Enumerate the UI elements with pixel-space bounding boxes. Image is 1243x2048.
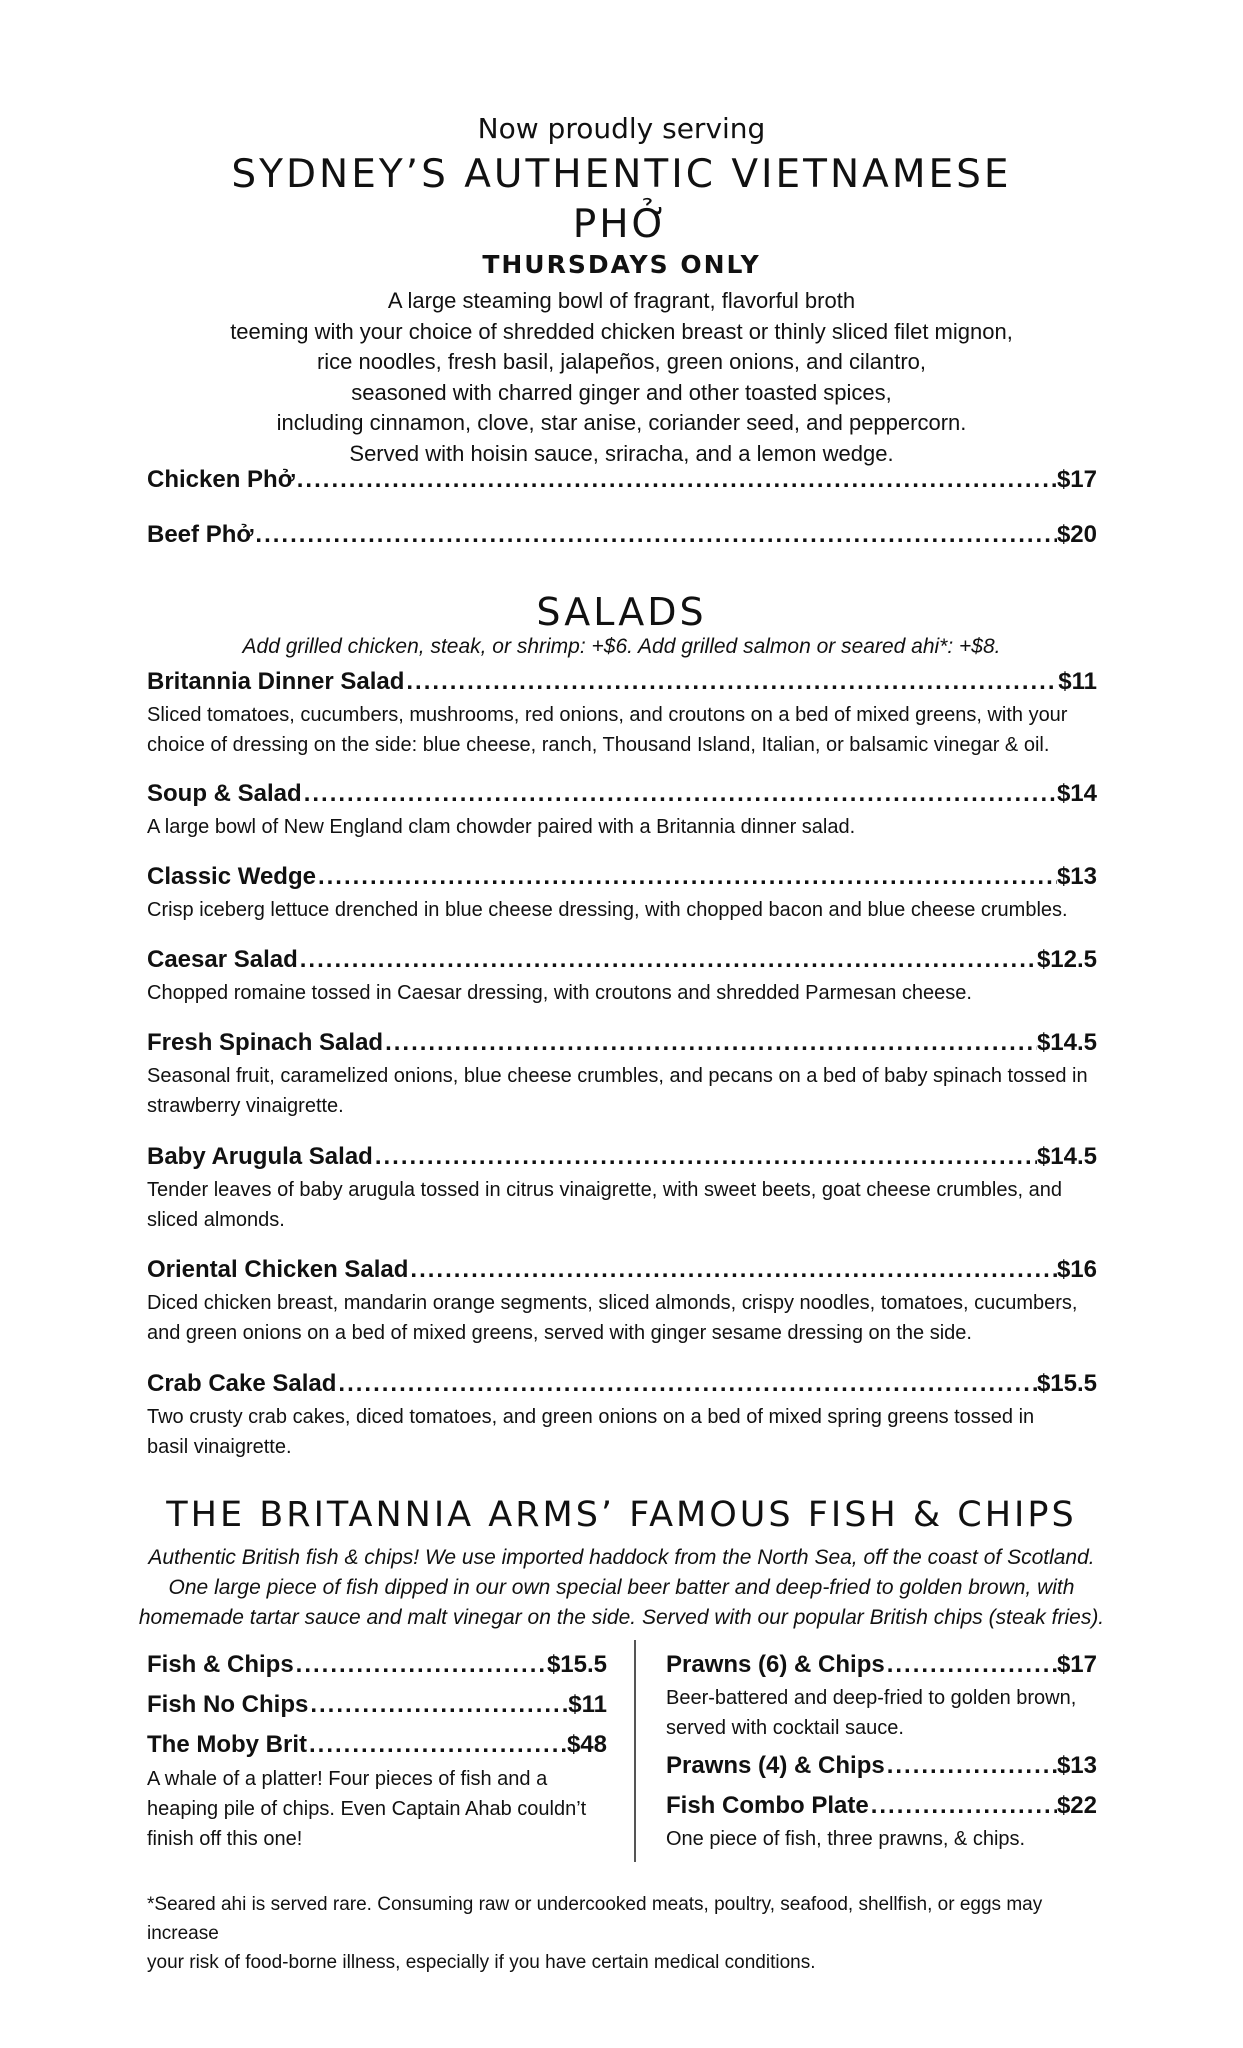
item-name: Chicken Phở — [147, 466, 295, 493]
footer-disclaimer — [147, 1890, 1107, 1977]
leader-dots — [298, 946, 1037, 974]
menu-item — [147, 466, 1097, 494]
leader-dots — [885, 1752, 1057, 1780]
desc-line: Tender leaves of baby arugula tossed in citrus vinaigrette, with sweet beets, goat cheese crumbles, and — [147, 1179, 1062, 1201]
desc-line: and green onions on a bed of mixed greens, served with ginger sesame dressing on the side. — [147, 1322, 972, 1344]
pho-desc-line: Served with hoisin sauce, sriracha, and a lemon wedge. — [349, 440, 894, 466]
pho-desc-line: including cinnamon, clove, star anise, coriander seed, and peppercorn. — [276, 410, 967, 435]
menu-item — [147, 1370, 1097, 1398]
item-price: $13 — [1056, 863, 1097, 890]
fish-note — [0, 1543, 1243, 1633]
leader-dots — [869, 1792, 1057, 1820]
fish-heading: THE BRITANNIA ARMS’ FAMOUS FISH & CHIPS — [166, 1495, 1077, 1535]
desc-line: Beer-battered and deep-fried to golden brown, — [666, 1687, 1077, 1709]
pho-title-line-2: PHỞ — [572, 202, 671, 247]
item-name: Oriental Chicken Salad — [147, 1256, 409, 1283]
item-name: Prawns (6) & Chips — [666, 1651, 885, 1678]
desc-line: heaping pile of chips. Even Captain Ahab couldn’t — [147, 1798, 587, 1820]
pho-desc-line: A large steaming bowl of fragrant, flavorful broth — [387, 288, 856, 313]
item-description — [147, 1764, 617, 1854]
item-price: $14 — [1056, 780, 1097, 807]
menu-item — [666, 1651, 1097, 1679]
leader-dots — [294, 1651, 547, 1679]
item-name: Fish No Chips — [147, 1691, 309, 1718]
column-divider — [634, 1640, 636, 1862]
leader-dots — [336, 1370, 1037, 1398]
menu-item — [147, 946, 1097, 974]
item-description — [666, 1824, 1106, 1854]
item-description — [147, 812, 1107, 842]
item-name: Britannia Dinner Salad — [147, 668, 405, 695]
desc-line: A large bowl of New England clam chowder paired with a Britannia dinner salad. — [147, 816, 856, 838]
item-name: Fish Combo Plate — [666, 1792, 869, 1819]
leader-dots — [295, 466, 1057, 494]
item-name: Classic Wedge — [147, 863, 316, 890]
menu-item — [147, 1143, 1097, 1171]
item-price: $13 — [1056, 1752, 1097, 1779]
leader-dots — [383, 1029, 1037, 1057]
item-price: $14.5 — [1036, 1143, 1097, 1170]
desc-line: choice of dressing on the side: blue cheese, ranch, Thousand Island, Italian, or balsamic vinegar & oil. — [147, 734, 1050, 756]
item-name: Caesar Salad — [147, 946, 298, 973]
item-description — [147, 1288, 1107, 1348]
item-price: $11 — [1058, 668, 1097, 695]
desc-line: Diced chicken breast, mandarin orange segments, sliced almonds, crispy noodles, tomatoes, cucumbers, — [147, 1292, 1078, 1314]
desc-line: Chopped romaine tossed in Caesar dressing, with croutons and shredded Parmesan cheese. — [147, 982, 972, 1004]
menu-item — [147, 521, 1097, 549]
desc-line: Seasonal fruit, caramelized onions, blue cheese crumbles, and pecans on a bed of baby spinach tossed in — [147, 1065, 1088, 1087]
desc-line: served with cocktail sauce. — [666, 1717, 904, 1739]
menu-item — [666, 1752, 1097, 1780]
item-price: $48 — [566, 1731, 607, 1758]
desc-line: A whale of a platter! Four pieces of fish and a — [147, 1768, 548, 1790]
leader-dots — [885, 1651, 1057, 1679]
item-price: $22 — [1056, 1792, 1097, 1819]
pho-desc-line: seasoned with charred ginger and other toasted spices, — [351, 379, 892, 405]
item-name: Fresh Spinach Salad — [147, 1029, 384, 1056]
leader-dots — [308, 1691, 568, 1719]
leader-dots — [307, 1731, 567, 1759]
item-description — [147, 1175, 1107, 1235]
leader-dots — [404, 668, 1058, 696]
menu-item — [147, 1731, 607, 1759]
salads-note: Add grilled chicken, steak, or shrimp: +$6. Add grilled salmon or seared ahi*: +$8. — [242, 635, 1001, 658]
item-name: Prawns (4) & Chips — [666, 1752, 885, 1779]
item-name: Crab Cake Salad — [147, 1370, 337, 1397]
footer-line: your risk of food-borne illness, especially if you have certain medical conditions. — [147, 1952, 816, 1973]
menu-item — [147, 1651, 607, 1679]
item-price: $16 — [1056, 1256, 1097, 1283]
desc-line: Two crusty crab cakes, diced tomatoes, and green onions on a bed of mixed spring greens tossed in — [147, 1406, 1035, 1428]
item-price: $11 — [568, 1691, 607, 1718]
item-name: Beef Phở — [147, 521, 254, 548]
leader-dots — [316, 863, 1057, 891]
item-description — [147, 700, 1107, 760]
pho-desc-line: teeming with your choice of shredded chicken breast or thinly sliced filet mignon, — [230, 318, 1013, 344]
note-line: homemade tartar sauce and malt vinegar on the side. Served with our popular British chips (steak fries). — [138, 1606, 1105, 1629]
item-price: $12.5 — [1036, 946, 1097, 973]
leader-dots — [253, 521, 1057, 549]
footer-line: *Seared ahi is served rare. Consuming raw or undercooked meats, poultry, seafood, shellfish, or eggs may increase — [147, 1894, 1043, 1944]
item-price: $20 — [1056, 521, 1097, 548]
item-description — [147, 1402, 1107, 1462]
pho-desc-line: rice noodles, fresh basil, jalapeños, green onions, and cilantro, — [316, 349, 927, 374]
desc-line: basil vinaigrette. — [147, 1436, 292, 1458]
menu-item — [147, 668, 1097, 696]
leader-dots — [408, 1256, 1057, 1284]
item-price: $14.5 — [1036, 1029, 1097, 1056]
item-name: Baby Arugula Salad — [147, 1143, 373, 1170]
item-name: Soup & Salad — [147, 780, 302, 807]
item-name: Fish & Chips — [147, 1651, 294, 1678]
desc-line: Crisp iceberg lettuce drenched in blue cheese dressing, with chopped bacon and blue cheese crumbles. — [147, 899, 1068, 921]
desc-line: finish off this one! — [147, 1828, 303, 1850]
note-line: Authentic British fish & chips! We use imported haddock from the North Sea, off the coast of Scotland. — [148, 1546, 1095, 1569]
pho-title-line-1: SYDNEY’S AUTHENTIC VIETNAMESE — [231, 152, 1012, 197]
item-description — [147, 978, 1107, 1008]
item-price: $17 — [1056, 1651, 1097, 1678]
item-description — [147, 1061, 1107, 1121]
item-price: $15.5 — [546, 1651, 607, 1678]
pho-subtitle: THURSDAYS ONLY — [482, 250, 761, 279]
desc-line: One piece of fish, three prawns, & chips. — [666, 1828, 1026, 1850]
desc-line: sliced almonds. — [147, 1209, 285, 1231]
pho-description — [0, 286, 1243, 469]
menu-item — [666, 1792, 1097, 1820]
desc-line: strawberry vinaigrette. — [147, 1095, 344, 1117]
leader-dots — [302, 780, 1057, 808]
item-description — [147, 895, 1107, 925]
item-price: $17 — [1056, 466, 1097, 493]
pho-title — [0, 150, 1243, 250]
item-name: The Moby Brit — [147, 1731, 307, 1758]
leader-dots — [373, 1143, 1037, 1171]
note-line: One large piece of fish dipped in our own special beer batter and deep-fried to golden brown, with — [168, 1576, 1075, 1599]
menu-item — [147, 1256, 1097, 1284]
desc-line: Sliced tomatoes, cucumbers, mushrooms, red onions, and croutons on a bed of mixed greens, with your — [147, 704, 1068, 726]
menu-item — [147, 863, 1097, 891]
menu-item — [147, 780, 1097, 808]
pho-intro: Now proudly serving — [477, 112, 766, 145]
item-price: $15.5 — [1036, 1370, 1097, 1397]
item-description — [666, 1683, 1106, 1743]
menu-item — [147, 1691, 607, 1719]
menu-item — [147, 1029, 1097, 1057]
salads-heading: SALADS — [536, 590, 707, 634]
